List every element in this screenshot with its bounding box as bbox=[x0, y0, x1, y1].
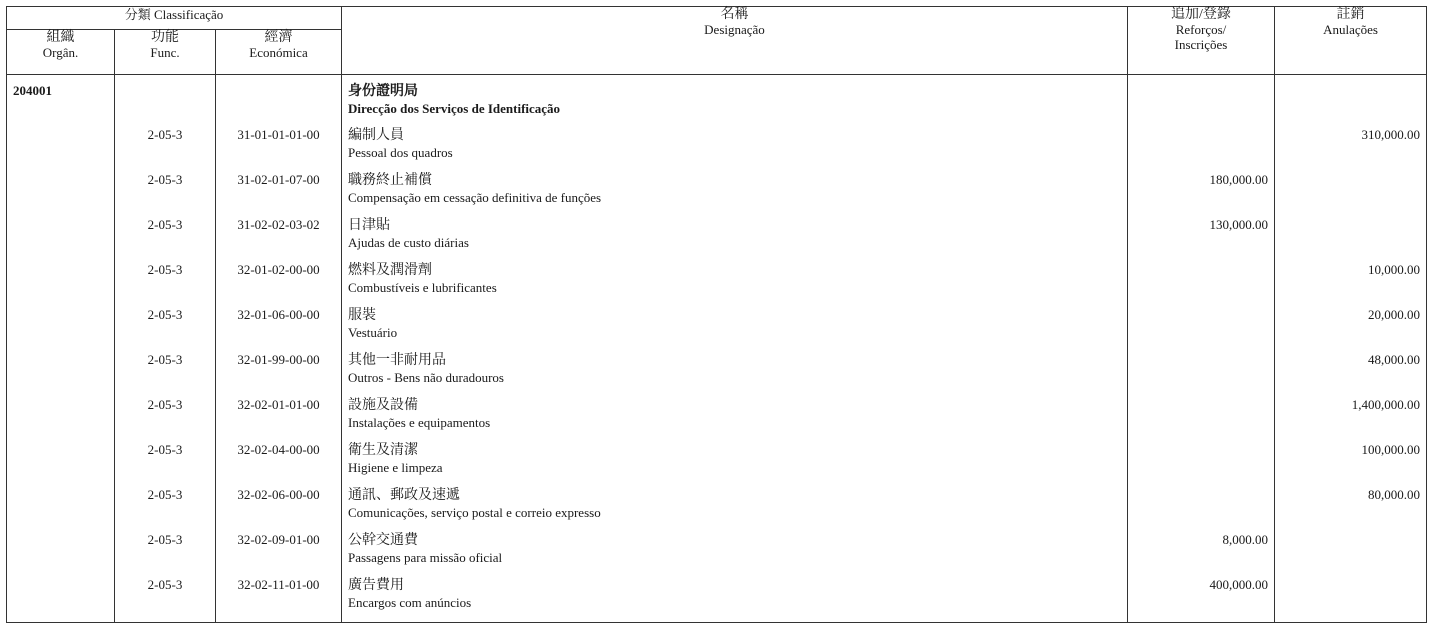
designation-pt: Outros - Bens não duradouros bbox=[348, 370, 504, 385]
reforcos-amount bbox=[1128, 442, 1275, 487]
anulacoes-amount: 80,000.00 bbox=[1275, 487, 1427, 532]
designation-cell bbox=[342, 307, 1128, 352]
table-row bbox=[7, 172, 1427, 217]
designation-pt: Vestuário bbox=[348, 325, 398, 340]
designation-zh: 衛生及清潔 bbox=[348, 443, 418, 458]
reforcos-amount bbox=[1128, 487, 1275, 532]
reforcos-amount: 400,000.00 bbox=[1128, 577, 1275, 623]
reforcos-amount: 8,000.00 bbox=[1128, 532, 1275, 577]
econ-code: 32-02-06-00-00 bbox=[216, 487, 342, 532]
anulacoes-amount: 100,000.00 bbox=[1275, 442, 1427, 487]
func-code: 2-05-3 bbox=[115, 262, 216, 307]
econ-code: 32-01-99-00-00 bbox=[216, 352, 342, 397]
anulacoes-amount bbox=[1275, 172, 1427, 217]
org-cell bbox=[7, 442, 115, 487]
budget-table bbox=[6, 6, 1427, 623]
entity-func-empty bbox=[115, 75, 216, 128]
func-header-pt: Func. bbox=[150, 45, 180, 60]
designation-cell bbox=[342, 397, 1128, 442]
designation-zh: 廣告費用 bbox=[348, 578, 404, 593]
org-cell bbox=[7, 577, 115, 623]
designation-zh: 服裝 bbox=[348, 308, 376, 323]
anulacoes-amount: 310,000.00 bbox=[1275, 127, 1427, 172]
entity-anulacoes-empty bbox=[1275, 75, 1427, 128]
entity-econ-empty bbox=[216, 75, 342, 128]
table-header bbox=[7, 7, 1427, 75]
anulacoes-amount: 48,000.00 bbox=[1275, 352, 1427, 397]
designation-pt: Pessoal dos quadros bbox=[348, 145, 453, 160]
econ-header-pt: Económica bbox=[249, 45, 308, 60]
func-code: 2-05-3 bbox=[115, 442, 216, 487]
org-header-pt: Orgân. bbox=[42, 45, 79, 60]
reforcos-amount: 130,000.00 bbox=[1128, 217, 1275, 262]
table-row bbox=[7, 217, 1427, 262]
designation-header-zh: 名稱 bbox=[720, 7, 749, 22]
econ-header-zh: 經濟 bbox=[264, 30, 293, 45]
econ-code: 31-02-02-03-02 bbox=[216, 217, 342, 262]
org-header-zh: 組織 bbox=[46, 30, 75, 45]
anulacoes-amount: 10,000.00 bbox=[1275, 262, 1427, 307]
table-row bbox=[7, 352, 1427, 397]
designation-pt: Passagens para missão oficial bbox=[348, 550, 503, 565]
designation-cell bbox=[342, 532, 1128, 577]
entity-name-pt: Direcção dos Serviços de Identificação bbox=[348, 101, 561, 116]
org-cell bbox=[7, 397, 115, 442]
reforcos-amount bbox=[1128, 127, 1275, 172]
designation-cell bbox=[342, 262, 1128, 307]
reforcos-amount: 180,000.00 bbox=[1128, 172, 1275, 217]
reforcos-amount bbox=[1128, 262, 1275, 307]
designation-header bbox=[342, 7, 1128, 75]
entity-name-zh: 身份證明局 bbox=[348, 84, 418, 99]
table-row bbox=[7, 262, 1427, 307]
classification-header: 分類 Classificação bbox=[7, 7, 342, 30]
designation-cell bbox=[342, 577, 1128, 623]
designation-header-pt: Designação bbox=[704, 22, 765, 37]
econ-code: 31-02-01-07-00 bbox=[216, 172, 342, 217]
designation-zh: 職務終止補償 bbox=[348, 173, 432, 188]
anulacoes-amount: 20,000.00 bbox=[1275, 307, 1427, 352]
designation-zh: 通訊、郵政及速遞 bbox=[348, 488, 460, 503]
table-row bbox=[7, 577, 1427, 623]
table-row bbox=[7, 307, 1427, 352]
table-row bbox=[7, 397, 1427, 442]
entity-designation bbox=[342, 75, 1128, 128]
designation-zh: 編制人員 bbox=[348, 128, 404, 143]
designation-zh: 公幹交通費 bbox=[348, 533, 418, 548]
func-code: 2-05-3 bbox=[115, 397, 216, 442]
designation-pt: Instalações e equipamentos bbox=[348, 415, 491, 430]
table-row bbox=[7, 442, 1427, 487]
func-code: 2-05-3 bbox=[115, 127, 216, 172]
reforcos-amount bbox=[1128, 352, 1275, 397]
anulacoes-header-zh: 註銷 bbox=[1336, 7, 1365, 22]
org-cell bbox=[7, 532, 115, 577]
org-cell bbox=[7, 172, 115, 217]
func-header bbox=[115, 30, 216, 75]
econ-code: 32-02-01-01-00 bbox=[216, 397, 342, 442]
reforcos-header-pt1: Reforços/ bbox=[1175, 22, 1227, 37]
designation-cell bbox=[342, 217, 1128, 262]
designation-zh: 燃料及潤滑劑 bbox=[348, 263, 432, 278]
org-cell bbox=[7, 217, 115, 262]
designation-pt: Ajudas de custo diárias bbox=[348, 235, 469, 250]
org-cell bbox=[7, 127, 115, 172]
org-cell bbox=[7, 487, 115, 532]
entity-row bbox=[7, 75, 1427, 128]
designation-cell bbox=[342, 442, 1128, 487]
designation-pt: Comunicações, serviço postal e correio expresso bbox=[348, 505, 601, 520]
org-cell bbox=[7, 352, 115, 397]
designation-zh: 其他一非耐用品 bbox=[348, 353, 446, 368]
anulacoes-amount bbox=[1275, 217, 1427, 262]
func-code: 2-05-3 bbox=[115, 532, 216, 577]
table-row bbox=[7, 532, 1427, 577]
table-body bbox=[7, 75, 1427, 623]
org-cell bbox=[7, 262, 115, 307]
designation-cell bbox=[342, 487, 1128, 532]
econ-code: 32-02-04-00-00 bbox=[216, 442, 342, 487]
func-header-zh: 功能 bbox=[151, 30, 179, 45]
designation-pt: Compensação em cessação definitiva de funções bbox=[348, 190, 602, 205]
reforcos-amount bbox=[1128, 397, 1275, 442]
table-row bbox=[7, 127, 1427, 172]
org-cell bbox=[7, 307, 115, 352]
entity-reforcos-empty bbox=[1128, 75, 1275, 128]
func-code: 2-05-3 bbox=[115, 172, 216, 217]
designation-cell bbox=[342, 352, 1128, 397]
designation-cell bbox=[342, 127, 1128, 172]
econ-code: 32-02-11-01-00 bbox=[216, 577, 342, 623]
econ-code: 32-02-09-01-00 bbox=[216, 532, 342, 577]
econ-code: 32-01-02-00-00 bbox=[216, 262, 342, 307]
anulacoes-header bbox=[1275, 7, 1427, 75]
econ-code: 32-01-06-00-00 bbox=[216, 307, 342, 352]
anulacoes-header-pt: Anulações bbox=[1323, 22, 1378, 37]
designation-zh: 日津貼 bbox=[348, 218, 390, 233]
func-code: 2-05-3 bbox=[115, 217, 216, 262]
func-code: 2-05-3 bbox=[115, 487, 216, 532]
entity-code: 204001 bbox=[7, 75, 115, 128]
reforcos-amount bbox=[1128, 307, 1275, 352]
table-row bbox=[7, 487, 1427, 532]
anulacoes-amount: 1,400,000.00 bbox=[1275, 397, 1427, 442]
reforcos-header-zh: 追加/登錄 bbox=[1171, 7, 1231, 22]
reforcos-header-pt2: Inscrições bbox=[1174, 37, 1228, 52]
designation-zh: 設施及設備 bbox=[348, 398, 418, 413]
reforcos-header bbox=[1128, 7, 1275, 75]
org-header bbox=[7, 30, 115, 75]
designation-pt: Encargos com anúncios bbox=[348, 595, 472, 610]
func-code: 2-05-3 bbox=[115, 352, 216, 397]
func-code: 2-05-3 bbox=[115, 307, 216, 352]
designation-cell bbox=[342, 172, 1128, 217]
econ-header bbox=[216, 30, 342, 75]
func-code: 2-05-3 bbox=[115, 577, 216, 623]
designation-pt: Higiene e limpeza bbox=[348, 460, 443, 475]
anulacoes-amount bbox=[1275, 532, 1427, 577]
designation-pt: Combustíveis e lubrificantes bbox=[348, 280, 497, 295]
econ-code: 31-01-01-01-00 bbox=[216, 127, 342, 172]
anulacoes-amount bbox=[1275, 577, 1427, 623]
